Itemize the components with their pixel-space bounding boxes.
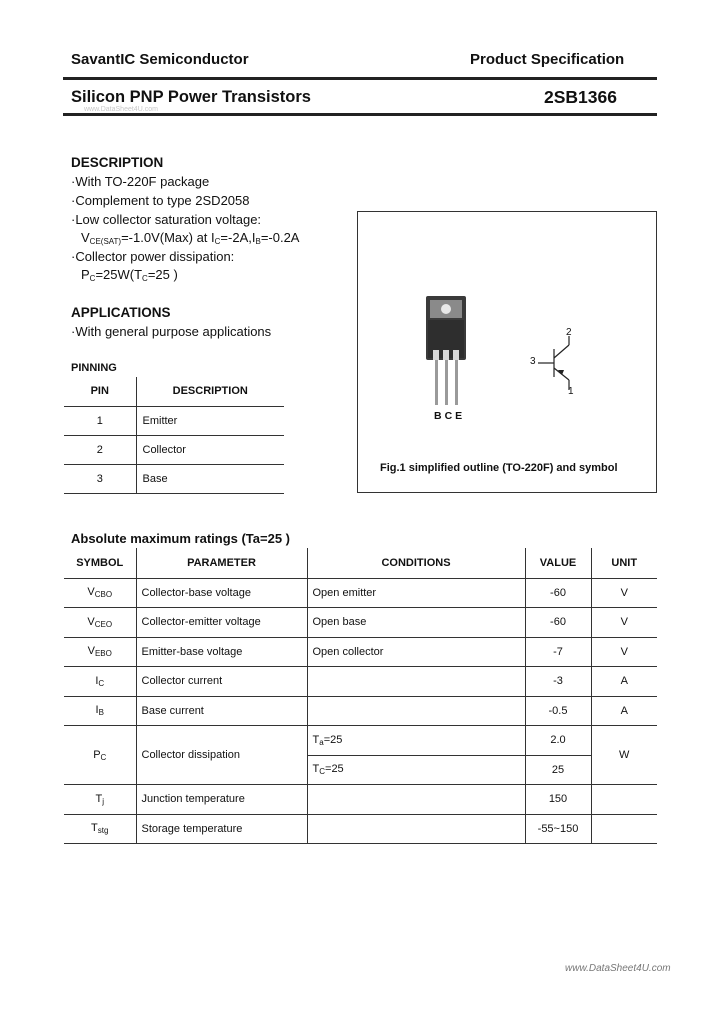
row-conditions: Open base bbox=[307, 608, 525, 638]
row-symbol: $V_{EBO}$ bbox=[64, 637, 136, 667]
description-line-package: ·With TO-220F package bbox=[71, 174, 210, 189]
row-symbol: $T_j$ bbox=[64, 785, 136, 815]
table-row bbox=[64, 814, 657, 844]
row-value: -60 bbox=[525, 578, 591, 608]
row-unit: V bbox=[591, 637, 657, 667]
row-parameter: Collector current bbox=[136, 667, 307, 697]
ratings-header-row bbox=[64, 548, 657, 578]
applications-heading: APPLICATIONS bbox=[71, 305, 171, 320]
spec-label: Product Specification bbox=[470, 51, 625, 68]
pin-number: 1 bbox=[64, 406, 136, 435]
pinning-col-description: DESCRIPTION bbox=[136, 377, 284, 406]
figure-drawing bbox=[358, 212, 656, 492]
row-parameter: Collector-base voltage bbox=[136, 578, 307, 608]
table-row bbox=[64, 608, 657, 638]
footer-watermark: www.DataSheet4U.com bbox=[565, 963, 671, 974]
row-conditions: Open emitter bbox=[307, 578, 525, 608]
pin-description: Emitter bbox=[136, 406, 284, 435]
pin-number: 2 bbox=[64, 435, 136, 464]
description-line-complement: ·Complement to type 2SD2058 bbox=[71, 193, 250, 208]
row-parameter: Emitter-base voltage bbox=[136, 637, 307, 667]
table-row bbox=[64, 785, 657, 815]
row-unit bbox=[591, 814, 657, 844]
col-parameter: PARAMETER bbox=[136, 548, 307, 578]
table-row bbox=[64, 406, 284, 435]
symbol-pin-1-label: 1 bbox=[568, 386, 574, 397]
description-line-saturation: ·Low collector saturation voltage: bbox=[71, 212, 262, 227]
description-line-dissipation: ·Collector power dissipation: bbox=[71, 249, 235, 264]
row-unit: V bbox=[591, 608, 657, 638]
row-value: -3 bbox=[525, 667, 591, 697]
row-conditions bbox=[307, 814, 525, 844]
row-unit bbox=[591, 785, 657, 815]
ratings-table bbox=[64, 548, 657, 844]
row-parameter: Collector dissipation bbox=[136, 726, 307, 785]
applications-line: ·With general purpose applications bbox=[71, 324, 272, 339]
row-conditions bbox=[307, 667, 525, 697]
package-lead-labels: BCE bbox=[434, 410, 466, 422]
page-title: Silicon PNP Power Transistors bbox=[71, 88, 311, 106]
table-row bbox=[64, 464, 284, 493]
row-value: -7 bbox=[525, 637, 591, 667]
pinning-heading: PINNING bbox=[71, 362, 117, 374]
row-conditions: Open collector bbox=[307, 637, 525, 667]
row-parameter: Junction temperature bbox=[136, 785, 307, 815]
row-symbol: $I_C$ bbox=[64, 667, 136, 697]
col-value: VALUE bbox=[525, 548, 591, 578]
row-parameter: Collector-emitter voltage bbox=[136, 608, 307, 638]
row-value: -60 bbox=[525, 608, 591, 638]
pin-description: Collector bbox=[136, 435, 284, 464]
row-symbol: $I_B$ bbox=[64, 696, 136, 726]
part-number: 2SB1366 bbox=[544, 87, 617, 107]
figure-caption: Fig.1 simplified outline (TO-220F) and symbol bbox=[380, 462, 618, 474]
row-unit: V bbox=[591, 578, 657, 608]
table-row bbox=[64, 637, 657, 667]
row-unit: A bbox=[591, 667, 657, 697]
header-watermark: www.DataSheet4U.com bbox=[84, 106, 158, 113]
company-name: SavantIC Semiconductor bbox=[71, 51, 249, 68]
col-symbol: SYMBOL bbox=[64, 548, 136, 578]
table-row bbox=[64, 435, 284, 464]
row-parameter: Storage temperature bbox=[136, 814, 307, 844]
row-symbol: $T_{stg}$ bbox=[64, 814, 136, 844]
row-value: 2.0 bbox=[525, 726, 591, 756]
row-value: -0.5 bbox=[525, 696, 591, 726]
row-symbol: $V_{CBO}$ bbox=[64, 578, 136, 608]
ratings-heading: Absolute maximum ratings (Ta=25 ) bbox=[71, 531, 291, 546]
row-value: -55~150 bbox=[525, 814, 591, 844]
row-symbol: $P_C$ bbox=[64, 726, 136, 785]
row-conditions bbox=[307, 696, 525, 726]
row-parameter: Base current bbox=[136, 696, 307, 726]
table-row bbox=[64, 667, 657, 697]
header-rule-bottom bbox=[63, 113, 657, 116]
row-symbol: $V_{CEO}$ bbox=[64, 608, 136, 638]
pinning-table bbox=[64, 377, 284, 494]
row-value: 25 bbox=[525, 755, 591, 785]
table-row bbox=[64, 578, 657, 608]
row-conditions: $T_C=25$ bbox=[307, 755, 525, 785]
pinning-header-row bbox=[64, 377, 284, 406]
pin-number: 3 bbox=[64, 464, 136, 493]
row-unit: W bbox=[591, 726, 657, 785]
col-conditions: CONDITIONS bbox=[307, 548, 525, 578]
to220f-package-image bbox=[426, 296, 466, 405]
row-value: 150 bbox=[525, 785, 591, 815]
header-rule-top bbox=[63, 77, 657, 80]
table-row bbox=[64, 726, 657, 756]
description-heading: DESCRIPTION bbox=[71, 155, 164, 170]
description-line-vcesat: $V_{CE(SAT)}=-1.0V(Max)$ at $I_C=-2A,I_B=-0.2A$ bbox=[81, 230, 300, 246]
symbol-pin-2-label: 2 bbox=[566, 327, 572, 338]
pinning-col-pin: PIN bbox=[64, 377, 136, 406]
table-row bbox=[64, 696, 657, 726]
row-unit: A bbox=[591, 696, 657, 726]
description-line-pc: $P_C=25W(T_C=25$ ) bbox=[81, 267, 178, 283]
pin-description: Base bbox=[136, 464, 284, 493]
row-conditions bbox=[307, 785, 525, 815]
col-unit: UNIT bbox=[591, 548, 657, 578]
row-conditions: $T_a=25$ bbox=[307, 726, 525, 756]
symbol-pin-3-label: 3 bbox=[530, 356, 536, 367]
pnp-symbol bbox=[538, 336, 569, 390]
